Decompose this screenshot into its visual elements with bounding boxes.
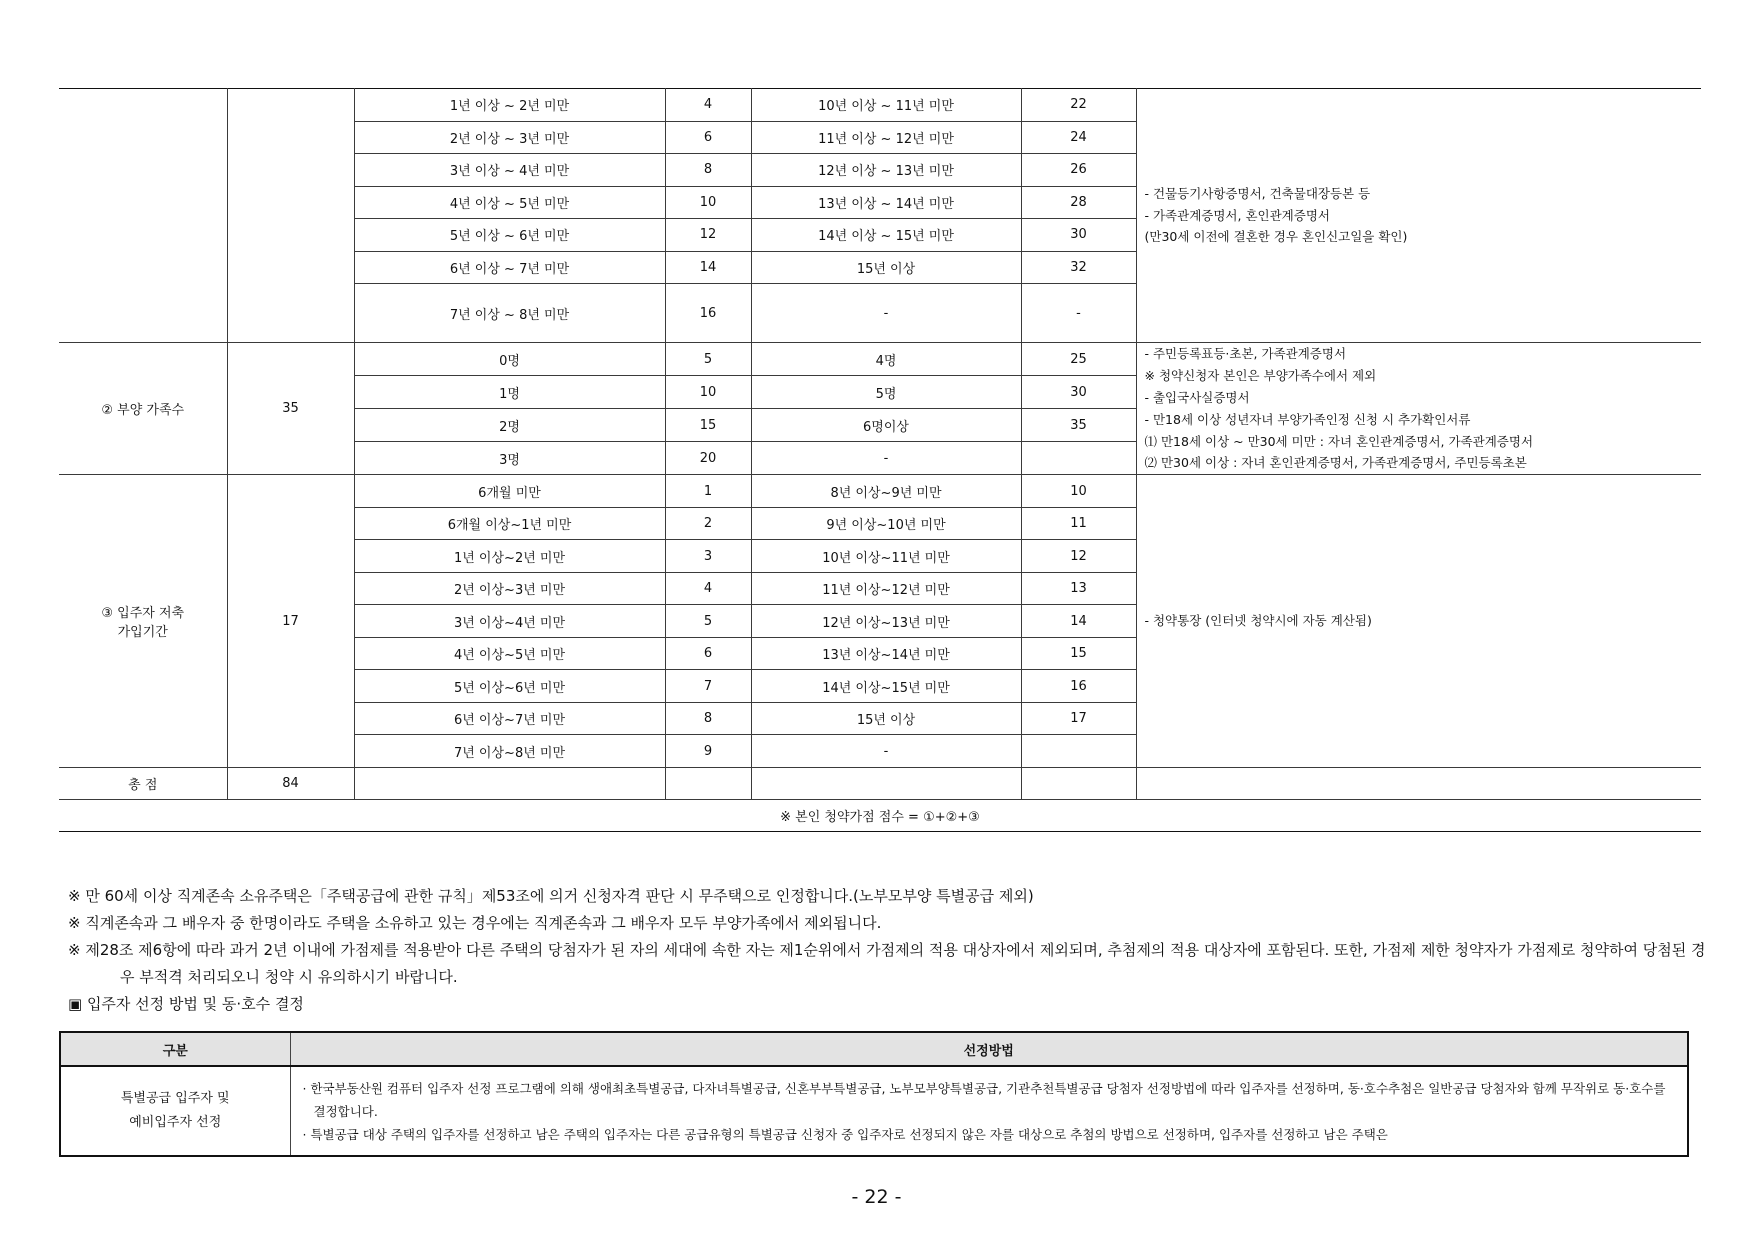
period-cell: 6개월 미만 (354, 475, 665, 508)
period-cell: 6년 이상 ~ 7년 미만 (354, 251, 665, 284)
required-documents: - 건물등기사항증명서, 건축물대장등본 등 - 가족관계증명서, 혼인관계증명서 (만30세 이전에 결혼한 경우 혼인신고일을 확인) (1136, 89, 1701, 343)
savings-label-line1: ③ 입주자 저축 (101, 606, 185, 621)
score-cell: 16 (665, 284, 751, 343)
period-cell: 4년 이상 ~ 5년 미만 (354, 186, 665, 219)
period-cell: 2년 이상 ~ 3년 미만 (354, 121, 665, 154)
period-cell: 10년 이상~11년 미만 (751, 540, 1021, 573)
page-number: - 22 - (851, 1186, 902, 1208)
formula-row (59, 800, 1701, 832)
score-cell: 11 (1021, 507, 1136, 540)
total-label: 총 점 (59, 767, 227, 800)
period-cell: 7년 이상 ~ 8년 미만 (354, 284, 665, 343)
score-cell: 6 (665, 637, 751, 670)
total-value: 84 (227, 767, 354, 800)
score-cell: 3 (665, 540, 751, 573)
score-cell: 12 (665, 219, 751, 252)
score-cell: 6 (665, 121, 751, 154)
column-header: 선정방법 (290, 1032, 1688, 1066)
score-cell: 5 (665, 343, 751, 376)
period-cell: 11년 이상~12년 미만 (751, 572, 1021, 605)
score-cell: 7 (665, 670, 751, 703)
note-item: ※ 직계존속과 그 배우자 중 한명이라도 주택을 소유하고 있는 경우에는 직계존속과 그 배우자 모두 부양가족에서 제외됩니다. (68, 914, 882, 932)
period-cell: 1년 이상~2년 미만 (354, 540, 665, 573)
score-cell: 1 (665, 475, 751, 508)
section-heading: ▣ 입주자 선정 방법 및 동·호수 결정 (68, 995, 304, 1013)
period-cell: 3년 이상~4년 미만 (354, 605, 665, 638)
score-cell: 30 (1021, 376, 1136, 409)
period-cell: 3년 이상 ~ 4년 미만 (354, 154, 665, 187)
note-item: ※ 만 60세 이상 직계존속 소유주택은「주택공급에 관한 규칙」제53조에 의거 신청자격 판단 시 무주택으로 인정합니다.(노부모부양 특별공급 제외) (68, 887, 1034, 905)
score-cell: 8 (665, 702, 751, 735)
period-cell: 5년 이상~6년 미만 (354, 670, 665, 703)
period-cell: 9년 이상~10년 미만 (751, 507, 1021, 540)
period-cell: 6개월 이상~1년 미만 (354, 507, 665, 540)
period-cell: 15년 이상 (751, 251, 1021, 284)
period-cell: 4년 이상~5년 미만 (354, 637, 665, 670)
score-cell: 30 (1021, 219, 1136, 252)
dependents-label: ② 부양 가족수 (59, 343, 227, 475)
period-cell: 6년 이상~7년 미만 (354, 702, 665, 735)
score-cell: 10 (665, 376, 751, 409)
column-header: 구분 (60, 1032, 290, 1066)
score-cell: 9 (665, 735, 751, 768)
period-cell: 8년 이상~9년 미만 (751, 475, 1021, 508)
score-cell: 20 (665, 442, 751, 475)
savings-label-line2: 가입기간 (117, 625, 168, 640)
method-cell (290, 1066, 1688, 1156)
score-cell: 10 (1021, 475, 1136, 508)
method-item: · 한국부동산원 컴퓨터 입주자 선정 프로그램에 의해 생애최초특별공급, 다자녀특별공급, 신혼부부특별공급, 노부모부양특별공급, 기관추천특별공급 당첨자 선정방법에 따라 입주자를 선정하며, 동·호수추첨은 일반공급 당첨자와 함께 무작위로 동·호수를 결정합니다. (302, 1080, 1666, 1119)
period-cell: 5년 이상 ~ 6년 미만 (354, 219, 665, 252)
table-row (60, 1066, 1688, 1156)
table-row (59, 89, 1701, 122)
period-cell: 11년 이상 ~ 12년 미만 (751, 121, 1021, 154)
score-cell: 15 (1021, 637, 1136, 670)
score-cell: - (1021, 284, 1136, 343)
dependents-documents: - 주민등록표등·초본, 가족관계증명서 ※ 청약신청자 본인은 부양가족수에서 제외 - 출입국사실증명서 - 만18세 이상 성년자녀 부양가족인정 신청 시 추가확인서류 ⑴ 만18세 이상 ~ 만30세 미만 : 자녀 혼인관계증명서, 가족관계증명서 ⑵ 만30세 이상 : 자녀 혼인관계증명서, 가족관계증명서, 주민등록초본 (1136, 343, 1701, 475)
score-cell: 17 (1021, 702, 1136, 735)
count-cell: - (751, 442, 1021, 475)
score-cell: 8 (665, 154, 751, 187)
category-line2: 예비입주자 선정 (129, 1115, 222, 1130)
score-cell: 15 (665, 409, 751, 442)
count-cell: 5명 (751, 376, 1021, 409)
selection-table (59, 1031, 1689, 1157)
period-cell: 12년 이상 ~ 13년 미만 (751, 154, 1021, 187)
score-cell: 2 (665, 507, 751, 540)
category-line1: 특별공급 입주자 및 (120, 1091, 230, 1106)
category-cell (60, 1066, 290, 1156)
period-cell: 13년 이상~14년 미만 (751, 637, 1021, 670)
score-cell: 13 (1021, 572, 1136, 605)
score-cell: 32 (1021, 251, 1136, 284)
period-cell: 2년 이상~3년 미만 (354, 572, 665, 605)
score-cell (1021, 735, 1136, 768)
category-cell (59, 89, 227, 343)
period-cell: 7년 이상~8년 미만 (354, 735, 665, 768)
score-cell: 14 (665, 251, 751, 284)
count-cell: 3명 (354, 442, 665, 475)
savings-documents: - 청약통장 (인터넷 청약시에 자동 계산됨) (1136, 475, 1701, 768)
period-cell: - (751, 284, 1021, 343)
period-cell: 13년 이상 ~ 14년 미만 (751, 186, 1021, 219)
score-cell: 25 (1021, 343, 1136, 376)
score-formula: ※ 본인 청약가점 점수 = ①+②+③ (59, 800, 1701, 832)
count-cell: 1명 (354, 376, 665, 409)
score-cell (1021, 442, 1136, 475)
score-cell: 28 (1021, 186, 1136, 219)
table-row (59, 343, 1701, 376)
dependents-max-score: 35 (227, 343, 354, 475)
score-cell: 26 (1021, 154, 1136, 187)
savings-max-score: 17 (227, 475, 354, 768)
period-cell: 14년 이상~15년 미만 (751, 670, 1021, 703)
score-cell: 10 (665, 186, 751, 219)
count-cell: 6명이상 (751, 409, 1021, 442)
max-score-cell (227, 89, 354, 343)
score-cell: 4 (665, 572, 751, 605)
table-header-row (60, 1032, 1688, 1066)
score-cell: 35 (1021, 409, 1136, 442)
score-cell: 24 (1021, 121, 1136, 154)
period-cell: 1년 이상 ~ 2년 미만 (354, 89, 665, 122)
period-cell: 14년 이상 ~ 15년 미만 (751, 219, 1021, 252)
score-table (59, 88, 1701, 832)
period-cell: 10년 이상 ~ 11년 미만 (751, 89, 1021, 122)
method-item: · 특별공급 대상 주택의 입주자를 선정하고 남은 주택의 입주자는 다른 공급유형의 특별공급 신청자 중 입주자로 선정되지 않은 자를 대상으로 추첨의 방법으로 선정하며, 입주자를 선정하고 남은 주택은 (302, 1126, 1388, 1142)
period-cell: - (751, 735, 1021, 768)
count-cell: 0명 (354, 343, 665, 376)
count-cell: 2명 (354, 409, 665, 442)
notes (68, 883, 1718, 1018)
score-cell: 4 (665, 89, 751, 122)
period-cell: 12년 이상~13년 미만 (751, 605, 1021, 638)
note-item: ※ 제28조 제6항에 따라 과거 2년 이내에 가점제를 적용받아 다른 주택의 당첨자가 된 자의 세대에 속한 자는 제1순위에서 가점제의 적용 대상자에서 제외되며, 추첨제의 적용 대상자에 포함된다. 또한, 가점제 제한 청약자가 가점제로 청약하여 당첨된 경우 부적격 처리되오니 청약 시 유의하시기 바랍니다. (68, 941, 1706, 986)
score-cell: 14 (1021, 605, 1136, 638)
score-cell: 16 (1021, 670, 1136, 703)
score-cell: 22 (1021, 89, 1136, 122)
savings-label (59, 475, 227, 768)
total-row (59, 767, 1701, 800)
period-cell: 15년 이상 (751, 702, 1021, 735)
score-cell: 12 (1021, 540, 1136, 573)
count-cell: 4명 (751, 343, 1021, 376)
score-cell: 5 (665, 605, 751, 638)
table-row (59, 475, 1701, 508)
